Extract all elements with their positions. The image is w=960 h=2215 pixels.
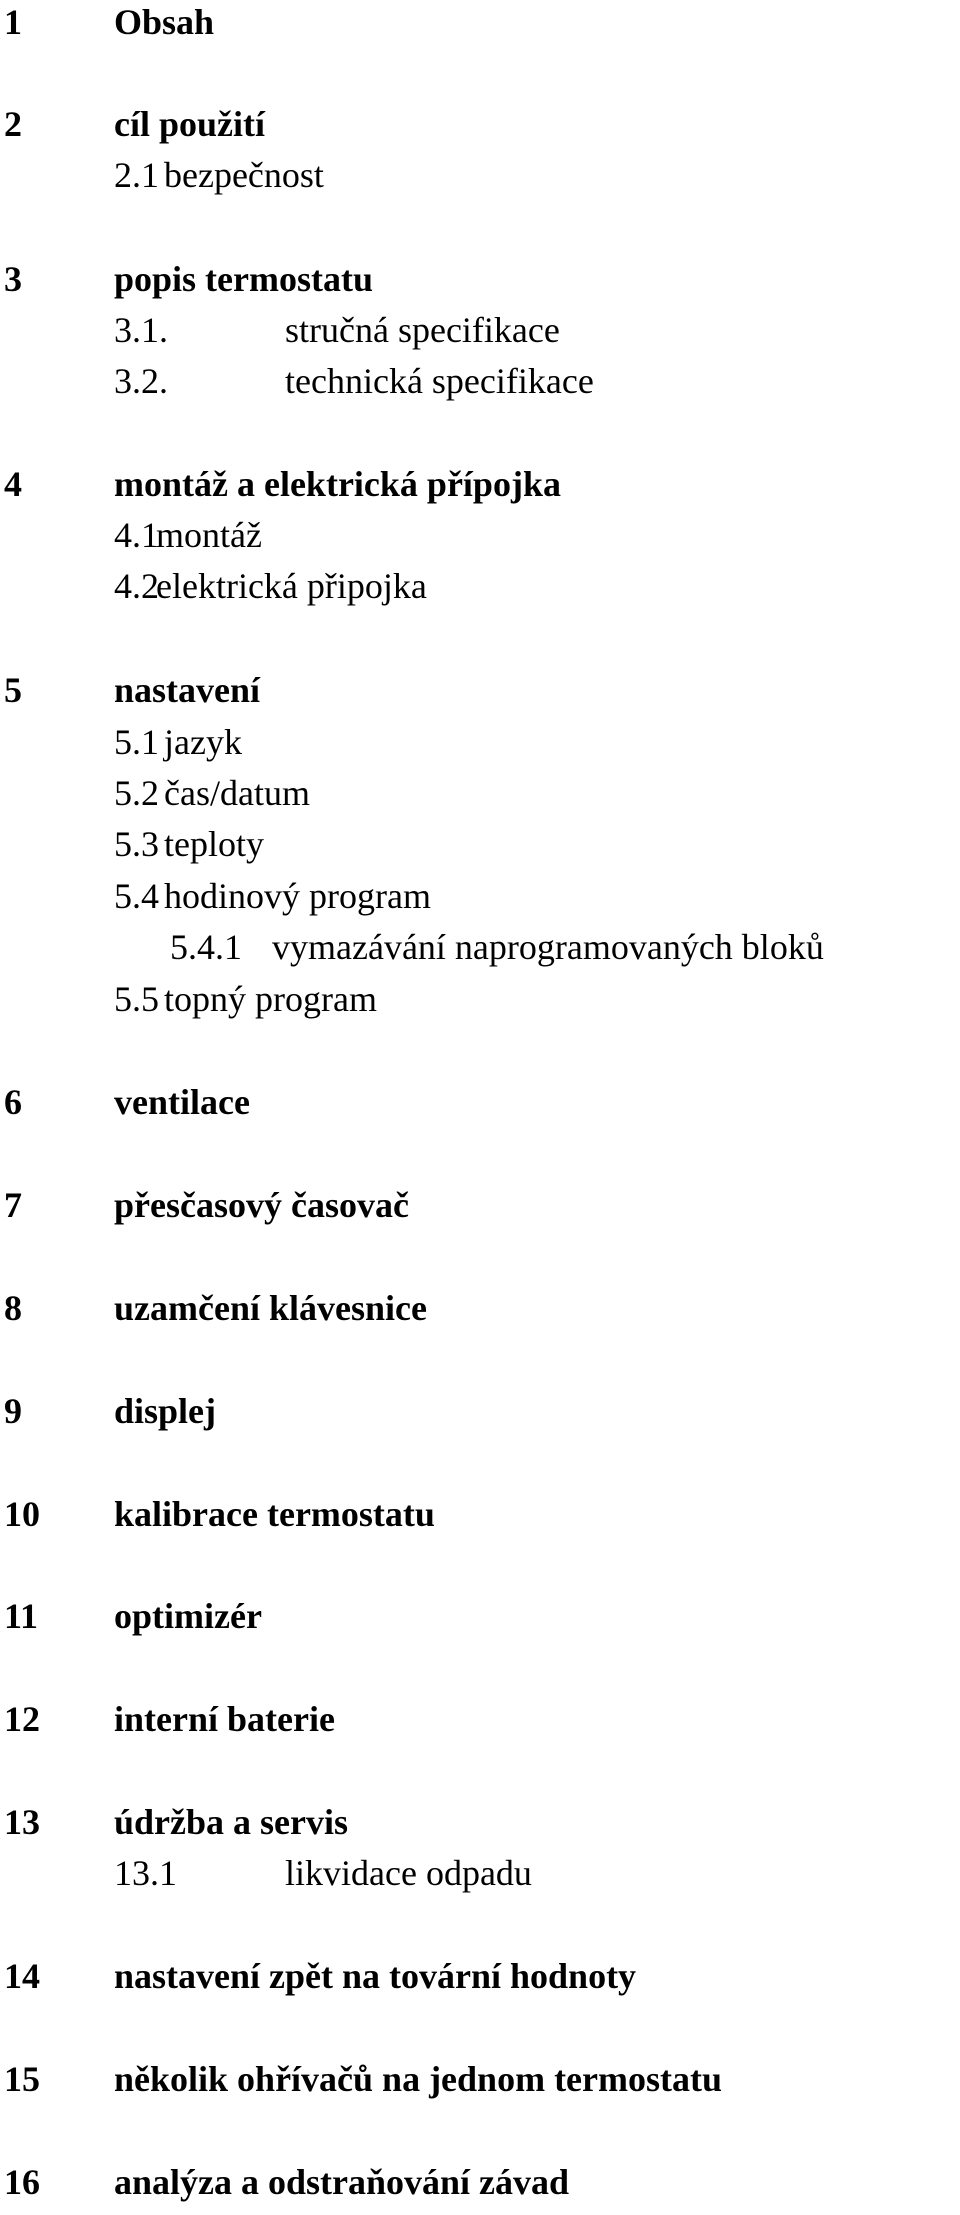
toc-title: likvidace odpadu	[285, 1853, 532, 1893]
toc-title: displej	[114, 1391, 217, 1431]
toc-title: přesčasový časovač	[114, 1185, 409, 1225]
toc-number: 5.4	[114, 876, 159, 916]
toc-number: 4.1	[114, 515, 159, 555]
toc-title: nastavení zpět na tovární hodnoty	[114, 1956, 637, 1996]
toc-title: teploty	[164, 824, 264, 864]
toc-number: 9	[4, 1391, 22, 1431]
toc-number: 3	[4, 259, 22, 299]
toc-title: hodinový program	[164, 876, 431, 916]
toc-title: několik ohřívačů na jednom termostatu	[114, 2059, 723, 2099]
toc-title: analýza a odstraňování závad	[114, 2162, 570, 2202]
toc-title: bezpečnost	[164, 155, 324, 195]
toc-number: 5	[4, 670, 22, 710]
toc-number: 11	[4, 1596, 39, 1636]
toc-title: čas/datum	[164, 773, 310, 813]
toc-title: Obsah	[114, 2, 215, 42]
toc-title: ventilace	[114, 1082, 250, 1122]
toc-number: 10	[4, 1494, 40, 1534]
toc-title: stručná specifikace	[285, 310, 560, 350]
toc-title: cíl použití	[114, 104, 265, 144]
toc-number: 5.4.1	[170, 927, 242, 967]
toc-title: kalibrace termostatu	[114, 1494, 435, 1534]
toc-number: 4.2	[114, 566, 159, 606]
toc-number: 12	[4, 1699, 40, 1739]
toc-number: 16	[4, 2162, 40, 2202]
toc-number: 2.1	[114, 155, 159, 195]
toc-number: 3.2.	[114, 361, 168, 401]
toc-number: 13.1	[114, 1853, 177, 1893]
toc-number: 8	[4, 1288, 22, 1328]
toc-title: popis termostatu	[114, 259, 373, 299]
toc-number: 2	[4, 104, 22, 144]
toc-number: 15	[4, 2059, 40, 2099]
toc-title: montáž	[156, 515, 262, 555]
toc-title: interní baterie	[114, 1699, 335, 1739]
toc-title: uzamčení klávesnice	[114, 1288, 427, 1328]
toc-number: 3.1.	[114, 310, 168, 350]
toc-number: 1	[4, 2, 22, 42]
toc-title: montáž a elektrická přípojka	[114, 464, 561, 504]
toc-number: 6	[4, 1082, 22, 1122]
toc-title: topný program	[164, 979, 377, 1019]
toc-title: elektrická připojka	[156, 566, 427, 606]
toc-number: 5.3	[114, 824, 159, 864]
toc-number: 13	[4, 1802, 40, 1842]
toc-number: 4	[4, 464, 22, 504]
toc-number: 5.5	[114, 979, 159, 1019]
toc-number: 14	[4, 1956, 40, 1996]
toc-number: 5.2	[114, 773, 159, 813]
toc-title: optimizér	[114, 1596, 262, 1636]
toc-number: 5.1	[114, 722, 159, 762]
toc-title: vymazávání naprogramovaných bloků	[272, 927, 824, 967]
toc-title: nastavení	[114, 670, 261, 710]
toc-title: údržba a servis	[114, 1802, 348, 1842]
toc-title: jazyk	[164, 722, 242, 762]
toc-number: 7	[4, 1185, 22, 1225]
toc-title: technická specifikace	[285, 361, 594, 401]
